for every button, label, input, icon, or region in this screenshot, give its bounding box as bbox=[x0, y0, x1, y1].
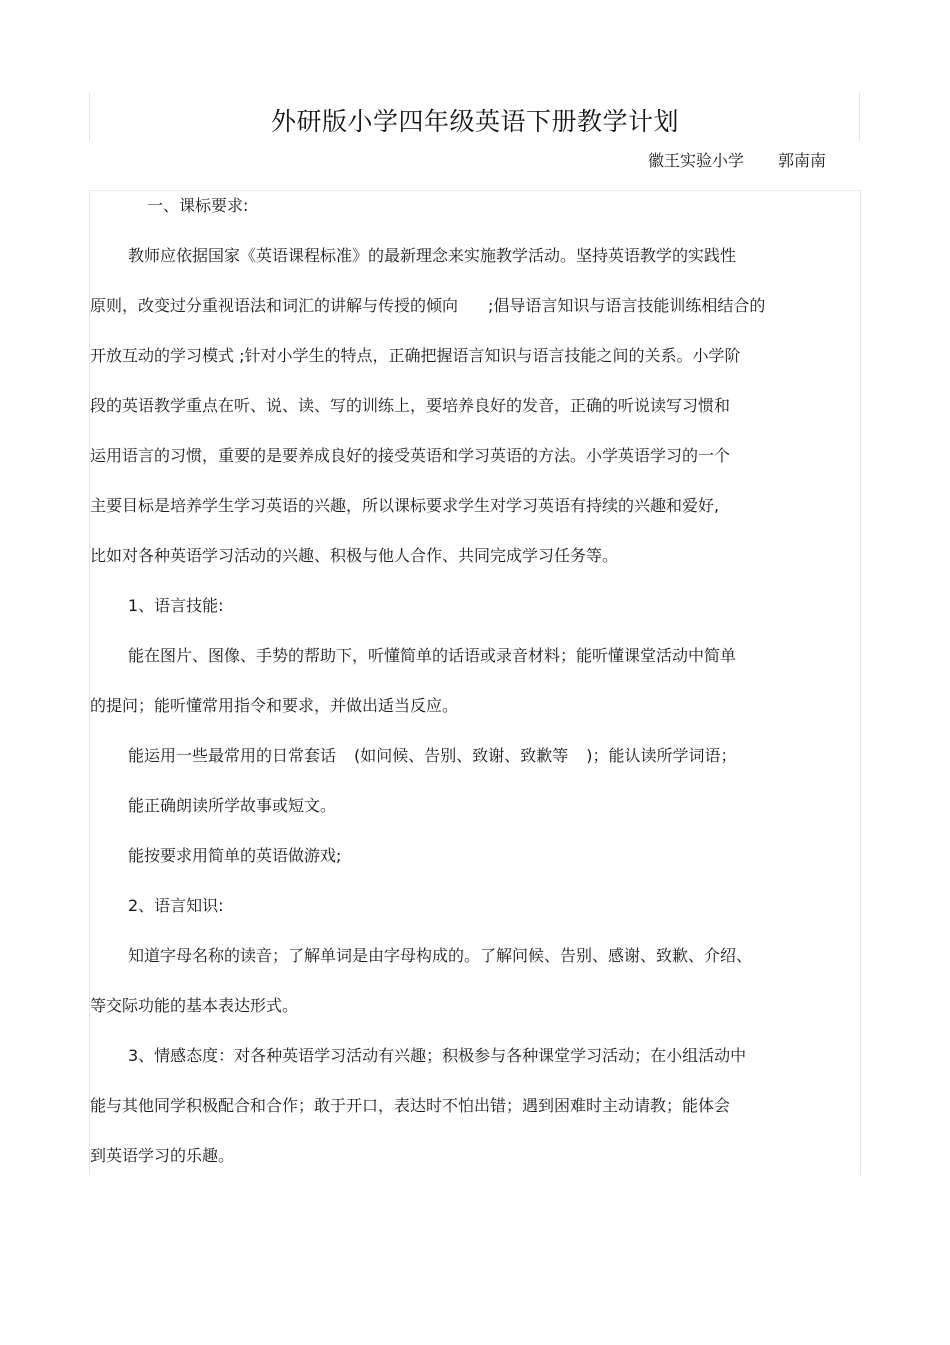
author-name: 郭南南 bbox=[778, 151, 827, 170]
paragraph-line: 的提问；能听懂常用指令和要求，并做出适当反应。 bbox=[90, 696, 459, 715]
paragraph-text: (如问候、告别、致谢、致歉等 bbox=[354, 746, 569, 765]
paragraph-line: 能与其他同学积极配合和合作；敢于开口，表达时不怕出错；遇到困难时主动请教；能体会 bbox=[90, 1096, 731, 1115]
paragraph-text: 能运用一些最常用的日常套话 bbox=[128, 746, 337, 765]
subsection-heading: 1、语言技能: bbox=[128, 596, 224, 615]
paragraph-text: 原则，改变过分重视语法和词汇的讲解与传授的倾向 bbox=[90, 296, 459, 315]
paragraph-line: 知道字母名称的读音；了解单词是由字母构成的。了解问候、告别、感谢、致歉、介绍、 bbox=[128, 946, 753, 965]
paragraph-line: 段的英语教学重点在听、说、读、写的训练上，要培养良好的发音，正确的听说读写习惯和 bbox=[90, 396, 731, 415]
section-heading: 一、课标要求: bbox=[147, 196, 249, 215]
paragraph-line: 能在图片、图像、手势的帮助下，听懂简单的话语或录音材料；能听懂课堂活动中简单 bbox=[128, 646, 737, 665]
school-name: 徽王实验小学 bbox=[648, 151, 745, 170]
paragraph-line: 开放互动的学习模式 ;针对小学生的特点，正确把握语言知识与语言技能之间的关系。小学阶 bbox=[90, 346, 741, 365]
paragraph-line: 等交际功能的基本表达形式。 bbox=[90, 996, 299, 1015]
paragraph-line: 运用语言的习惯，重要的是要养成良好的接受英语和学习英语的方法。小学英语学习的一个 bbox=[90, 446, 731, 465]
paragraph-line: 主要目标是培养学生学习英语的兴趣，所以课标要求学生对学习英语有持续的兴趣和爱好, bbox=[90, 496, 720, 515]
paragraph-line: 能按要求用简单的英语做游戏; bbox=[128, 846, 342, 865]
paragraph-line: 3、情感态度：对各种英语学习活动有兴趣；积极参与各种课堂学习活动；在小组活动中 bbox=[128, 1046, 747, 1065]
paragraph-line: 教师应依据国家《英语课程标准》的最新理念来实施教学活动。坚持英语教学的实践性 bbox=[128, 246, 737, 265]
content-frame bbox=[89, 190, 861, 1175]
paragraph-line bbox=[128, 744, 737, 768]
document-title: 外研版小学四年级英语下册教学计划 bbox=[270, 107, 679, 136]
paragraph-line: 到英语学习的乐趣。 bbox=[90, 1146, 235, 1165]
paragraph-line bbox=[90, 294, 765, 318]
author-line bbox=[648, 149, 826, 173]
paragraph-text: )；能认读所学词语； bbox=[586, 746, 737, 765]
paragraph-text: ;倡导语言知识与语言技能训练相结合的 bbox=[488, 296, 766, 315]
paragraph-line: 比如对各种英语学习活动的兴趣、积极与他人合作、共同完成学习任务等。 bbox=[90, 546, 619, 565]
subsection-heading: 2、语言知识: bbox=[128, 896, 224, 915]
paragraph-line: 能正确朗读所学故事或短文。 bbox=[128, 796, 337, 815]
